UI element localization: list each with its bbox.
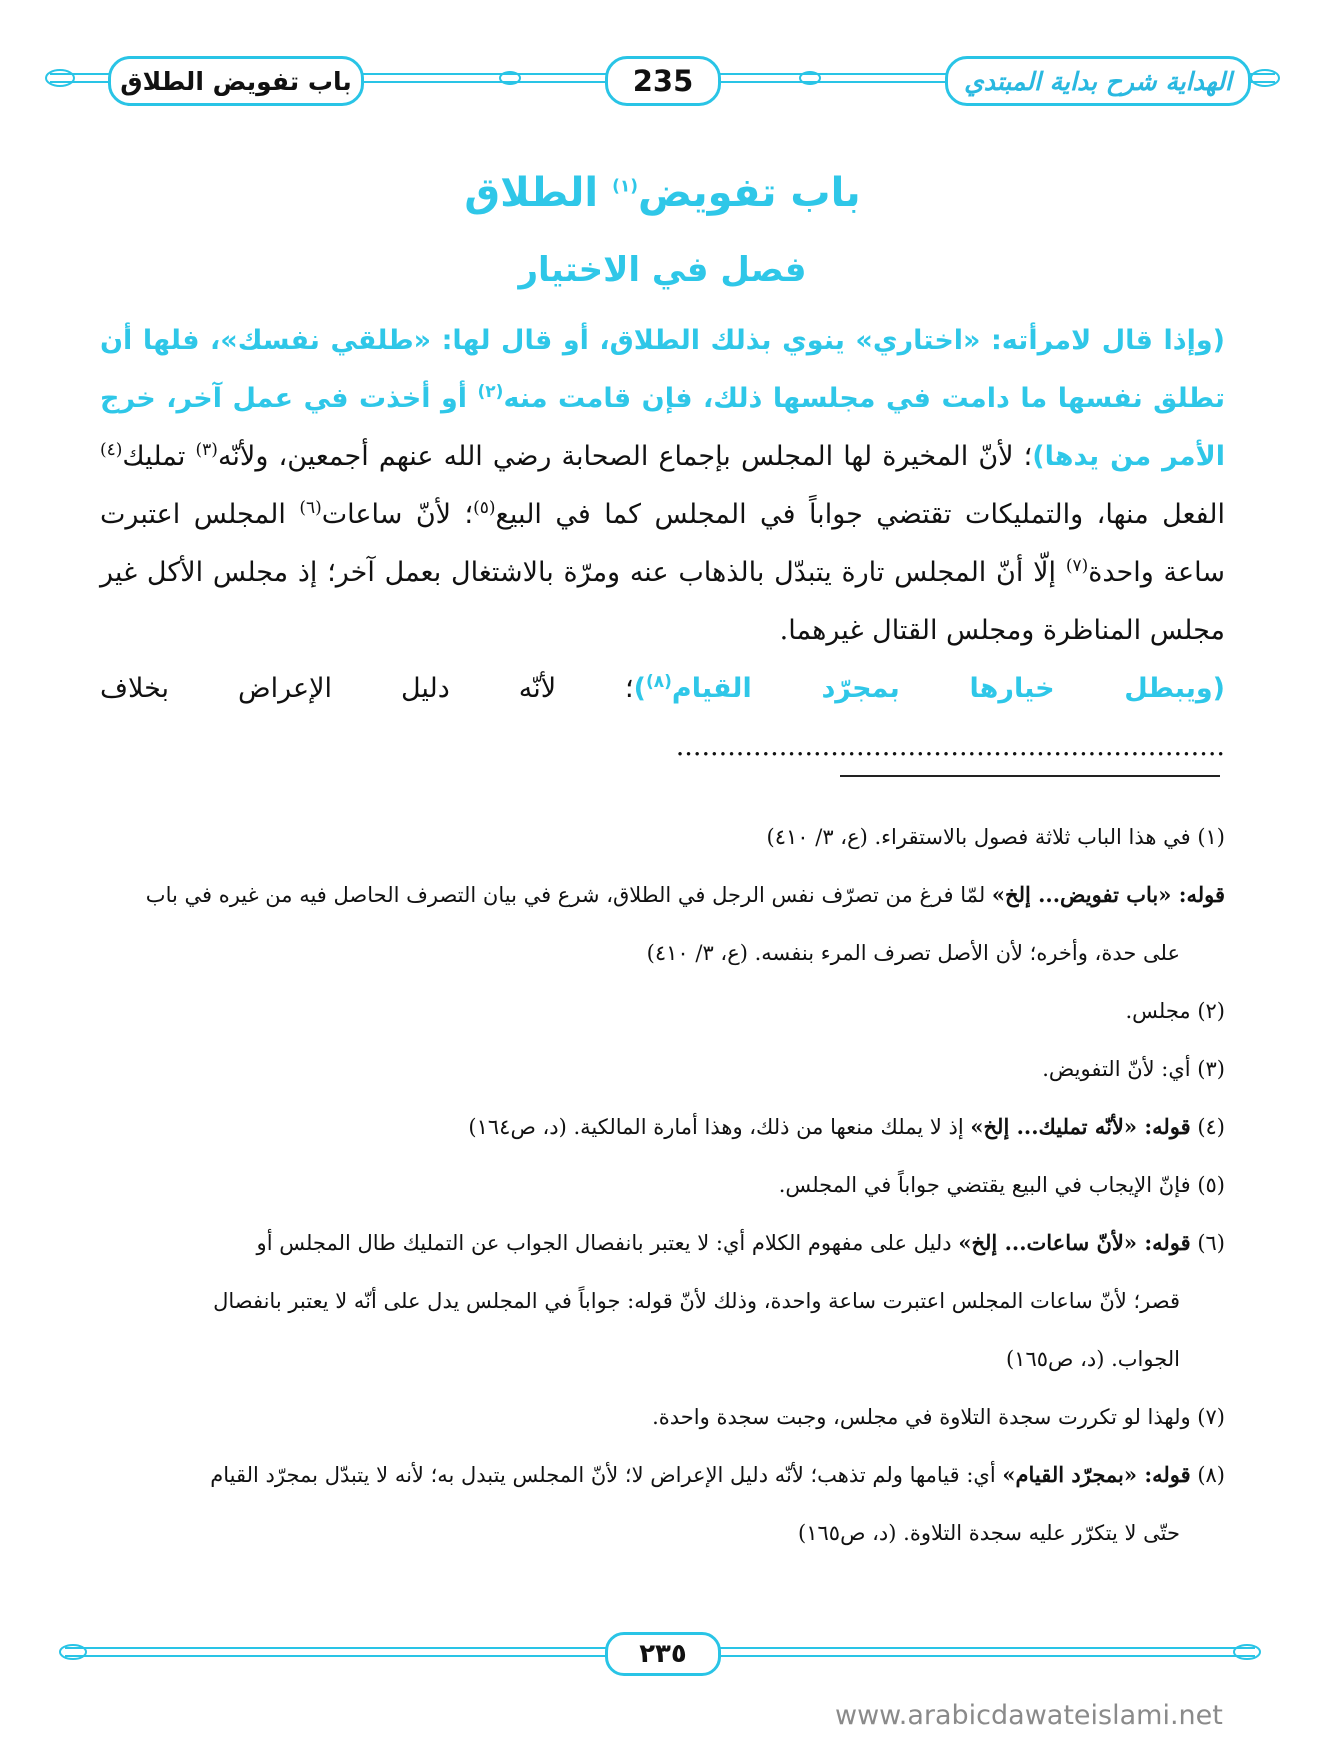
commentary-text: تمليك — [122, 441, 196, 472]
matn-text: (ويبطل خيارها بمجرّد القيام — [671, 673, 1225, 704]
website-url: www.arabicdawateislami.net — [835, 1700, 1223, 1731]
footnote-2: (٢) مجلس. — [1125, 999, 1225, 1023]
commentary-text: ؛ لأنّه دليل الإعراض بخلاف — [100, 673, 634, 704]
footnote-ref: (٦) — [299, 498, 322, 518]
footnote-1-note-cont: على حدة، وأخره؛ لأن الأصل تصرف المرء بنفسه. (ع، ٣/ ٤١٠) — [646, 941, 1180, 965]
footer-page-number: ٢٣٥ — [605, 1632, 721, 1676]
footnote-ref: (١) — [612, 176, 639, 197]
commentary-text: ؛ لأنّ المخيرة لها المجلس بإجماع الصحابة رضي الله عنهم أجمعين، ولأنّه — [217, 441, 1033, 472]
footnote-ref: (٨) — [645, 672, 672, 692]
footnotes — [95, 808, 1225, 1562]
page-header — [40, 40, 1285, 120]
header-chapter-title: باب تفويض الطلاق — [108, 56, 364, 106]
footnote-8: (٨) قوله: «بمجرّد القيام» أي: قيامها ولم تذهب؛ لأنّه دليل الإعراض لا؛ لأنّ المجلس يتبدل به؛ لأنه لا يتبدّل بمجرّد القيام — [210, 1462, 1225, 1487]
continuation-dots: ................................................................ — [675, 731, 1225, 762]
commentary-text: المجلس اعتبرت ساعة واحدة — [100, 499, 1225, 588]
commentary-text: الفعل منها، والتمليكات تقتضي جواباً في المجلس كما في البيع — [495, 499, 1225, 530]
page-footer — [55, 1628, 1265, 1678]
footnote-ref: (٧) — [1065, 556, 1089, 576]
footnote-8-cont: حتّى لا يتكرّر عليه سجدة التلاوة. (د، ص١٦٥) — [798, 1521, 1180, 1545]
footnote-6-cont: قصر؛ لأنّ ساعات المجلس اعتبرت ساعة واحدة، وذلك لأنّ قوله: جواباً في المجلس يدل على أنّه لا يعتبر بانفصال — [213, 1289, 1180, 1313]
footnote-3: (٣) أي: لأنّ التفويض. — [1042, 1057, 1225, 1081]
footnote-7: (٧) ولهذا لو تكررت سجدة التلاوة في مجلس، وجبت سجدة واحدة. — [652, 1405, 1225, 1429]
footnote-1: (١) في هذا الباب ثلاثة فصول بالاستقراء. (ع، ٣/ ٤١٠) — [766, 825, 1225, 849]
footnote-4: (٤) قوله: «لأنّه تمليك... إلخ» إذ لا يملك منعها من ذلك، وهذا أمارة المالكية. (د، ص١٦٤) — [468, 1114, 1225, 1139]
footnote-ref: (٤) — [100, 440, 123, 460]
chapter-heading: باب تفويض$^{(١)}$ الطلاق — [464, 170, 861, 216]
footnote-5: (٥) فإنّ الإيجاب في البيع يقتضي جواباً في المجلس. — [778, 1173, 1225, 1197]
matn-text: أو أخذت في عمل آخر، خرج الأمر من يدها) — [100, 383, 1225, 472]
footnote-1-note: قوله: «باب تفويض... إلخ» لمّا فرغ من تصرّف نفس الرجل في الطلاق، شرع في بيان التصرف الحاصل فيه من غيره في باب — [145, 882, 1225, 907]
footnote-ref: (٢) — [477, 382, 504, 402]
matn-text: (وإذا قال لامرأته: «اختاري» ينوي بذلك الطلاق، أو قال لها: «طلقي نفسك»، فلها أن تطلق نفسها ما دامت في مجلسها ذلك، فإن قامت منه — [100, 325, 1225, 414]
footnote-6-cont: الجواب. (د، ص١٦٥) — [1005, 1347, 1180, 1371]
main-text: (وإذا قال لامرأته: «اختاري» ينوي بذلك الطلاق، أو قال لها: «طلقي نفسك»، فلها أن تطلق نفسها ما دامت في مجلسها ذلك، فإن قامت منه$^{(٢)}$ أو أخذت في عمل آخر، خرج الأمر من يدها)؛ لأنّ المخيرة لها المجلس بإجماع الصحابة رضي الله عنهم أجمعين، ولأنّه$^{(٣)}$ تمليك$^{(٤)}$ الفعل منها، والتمليكات تقتضي جواباً في المجلس كما في البيع$^{(٥)}$؛ لأنّ ساعات$^{(٦)}$ المجلس اعتبرت ساعة واحدة$^{(٧)}$ إلّا أنّ المجلس تارة يتبدّل بالذهاب عنه ومرّة بالاشتغال بعمل آخر؛ إذ مجلس الأكل غير مجلس المناظرة ومجلس القتال غيرهما. (ويبطل خيارها بمجرّد القيام$^{(٨)}$)؛ لأنّه دليل الإعراض بخلاف ................................................................ — [100, 325, 1225, 762]
footnote-6: (٦) قوله: «لأنّ ساعات... إلخ» دليل على مفهوم الكلام أي: لا يعتبر بانفصال الجواب عن التمليك طال المجلس أو — [256, 1230, 1225, 1255]
header-page-number: 235 — [605, 56, 721, 106]
header-book-title: الهداية شرح بداية المبتدي — [945, 56, 1251, 106]
commentary-text: إلّا أنّ المجلس تارة يتبدّل بالذهاب عنه ومرّة بالاشتغال بعمل آخر؛ إذ مجلس الأكل غير مجلس المناظرة ومجلس القتال غيرهما. — [100, 557, 1225, 646]
footnote-ref: (٥) — [473, 498, 496, 518]
footnote-ref: (٣) — [195, 440, 218, 460]
footnote-divider — [840, 775, 1220, 777]
section-heading: فصل في الاختيار — [518, 250, 807, 290]
commentary-text: ؛ لأنّ ساعات — [321, 499, 474, 530]
